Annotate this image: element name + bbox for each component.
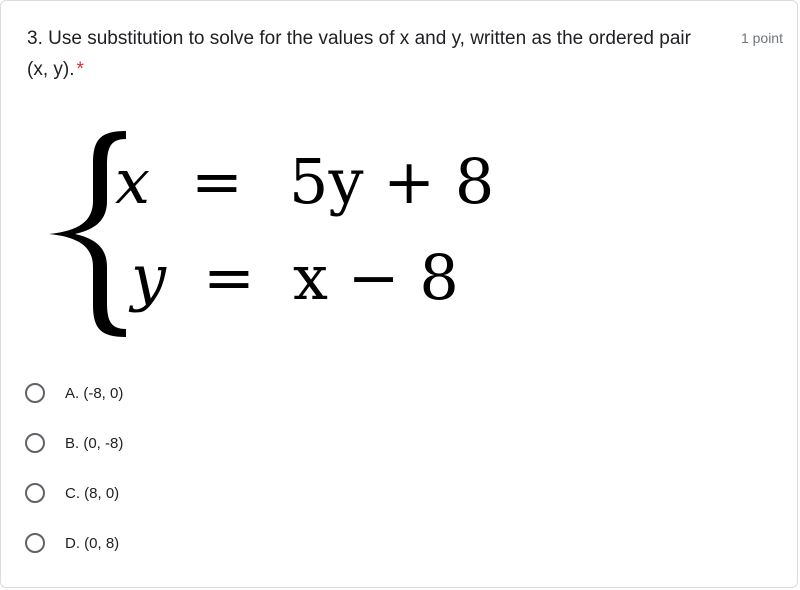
option-a[interactable] <box>25 368 123 418</box>
eq2-equals: = <box>203 241 255 314</box>
option-label: C. (8, 0) <box>65 484 120 502</box>
eq2-lhs: y <box>131 241 167 314</box>
eq1-rhs: 5y + 8 <box>289 145 495 218</box>
option-label: A. (-8, 0) <box>65 384 124 402</box>
radio-button[interactable] <box>25 383 45 403</box>
option-label: B. (0, -8) <box>65 434 124 452</box>
question-header <box>27 23 787 85</box>
radio-button[interactable] <box>25 433 45 453</box>
points-label: 1 point <box>740 30 783 46</box>
answer-options <box>25 368 123 568</box>
required-asterisk: * <box>76 59 84 80</box>
option-label: D. (0, 8) <box>65 534 120 552</box>
option-b[interactable] <box>25 418 123 468</box>
question-text: 3. Use substitution to solve for the values of x and y, written as the ordered pair (x, y). <box>27 28 691 80</box>
radio-button[interactable] <box>25 533 45 553</box>
eq1-equals: = <box>191 145 243 218</box>
eq2-rhs: x − 8 <box>293 241 459 314</box>
eq1-lhs: x <box>115 145 150 218</box>
option-c[interactable] <box>25 468 123 518</box>
option-d[interactable] <box>25 518 123 568</box>
equation-image <box>31 121 571 356</box>
radio-button[interactable] <box>25 483 45 503</box>
question-title <box>27 23 717 85</box>
